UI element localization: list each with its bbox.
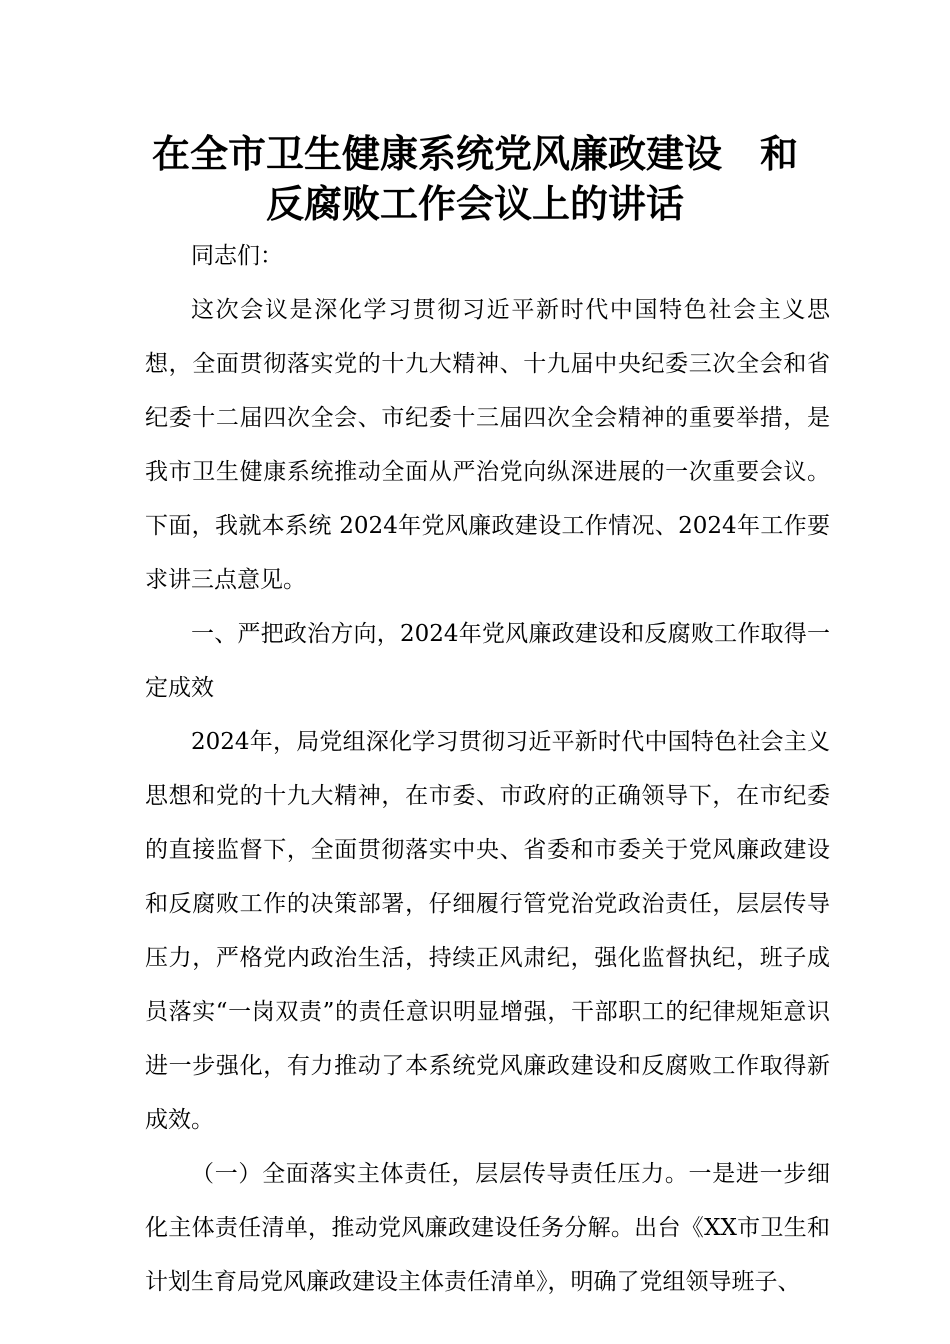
document-title-line-2: 反腐败工作会议上的讲话 <box>265 182 684 226</box>
intro-paragraph: 这次会议是深化学习贯彻习近平新时代中国特色社会主义思想，全面贯彻落实党的十九大精神、十九届中央纪委三次全会和省纪委十二届四次全会、市纪委十三届四次全会精神的重要举措，是我市卫生健康系统推动全面从严治党向纵深进展的一次重要会议。下面，我就本系统 2024年党风廉政建设工作情况、2024年工作要求讲三点意见。 <box>145 297 830 593</box>
section-heading-paragraph: 一、严把政治方向，2024年党风廉政建设和反腐败工作取得一定成效 <box>145 621 830 701</box>
subsection-paragraph: （一）全面落实主体责任，层层传导责任压力。一是进一步细化主体责任清单，推动党风廉政建设任务分解。出台《XX市卫生和计划生育局党风廉政建设主体责任清单》，明确了党组领导班子、 <box>145 1161 830 1295</box>
salutation-paragraph: 同志们： <box>191 243 283 269</box>
document-title-line-1 <box>100 130 850 178</box>
title-line-1-main: 在全市卫生健康系统党风廉政建设 <box>151 132 722 176</box>
summary-paragraph: 2024年，局党组深化学习贯彻习近平新时代中国特色社会主义思想和党的十九大精神，在市委、市政府的正确领导下，在市纪委的直接监督下，全面贯彻落实中央、省委和市委关于党风廉政建设和反腐败工作的决策部署，仔细履行管党治党政治责任，层层传导压力，严格党内政治生活，持续正风肃纪，强化监督执纪，班子成员落实“一岗双责”的责任意识明显增强，干部职工的纪律规矩意识进一步强化，有力推动了本系统党风廉政建设和反腐败工作取得新成效。 <box>145 729 830 1133</box>
document-body <box>145 229 830 1309</box>
title-line-1-tail: 和 <box>760 132 799 176</box>
